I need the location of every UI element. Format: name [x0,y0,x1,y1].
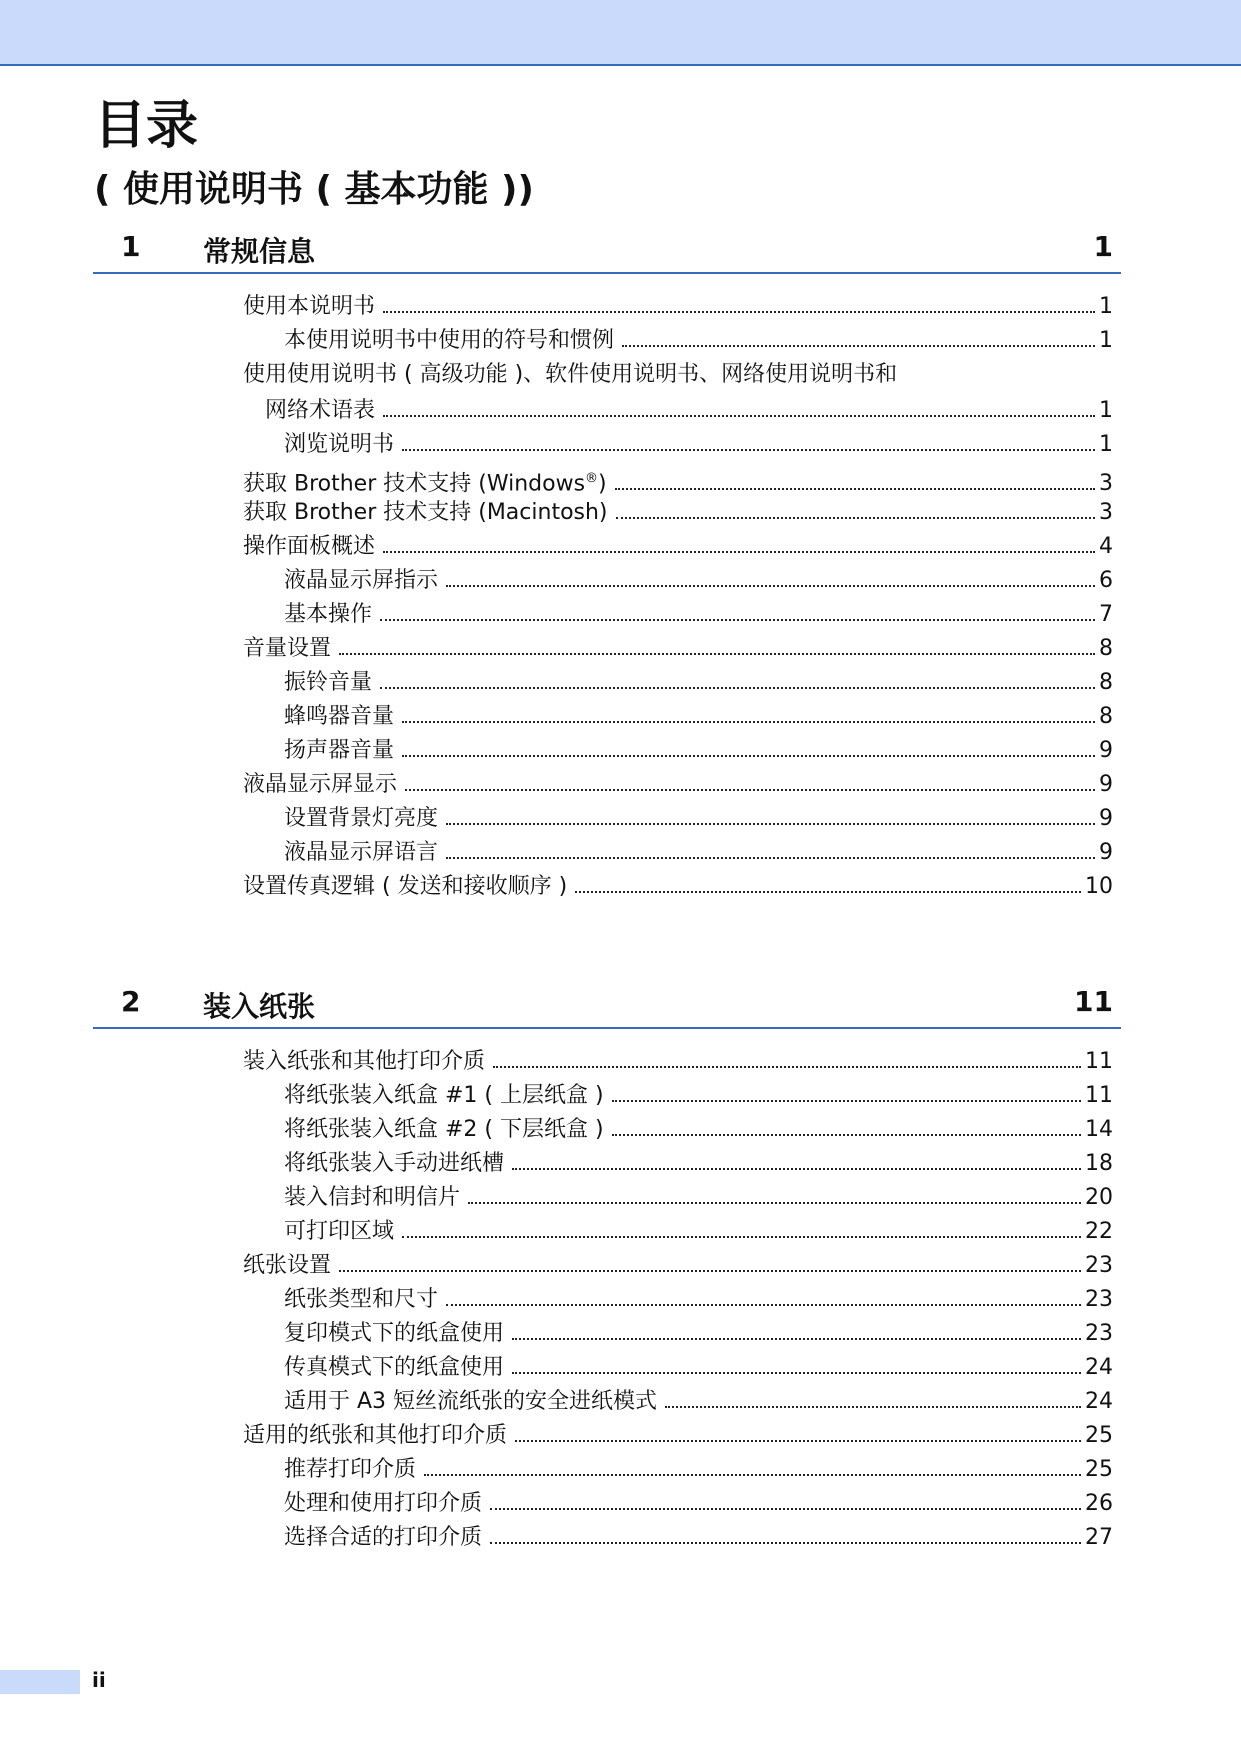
toc-entry[interactable]: 音量设置 8 [243,636,1113,661]
toc-entry[interactable]: 振铃音量 8 [284,670,1113,695]
toc-entry[interactable]: 将纸张装入纸盒 #2 ( 下层纸盒 ) 14 [284,1117,1113,1142]
toc-entry[interactable]: 适用于 A3 短丝流纸张的安全进纸模式 24 [284,1389,1113,1414]
toc-entry[interactable]: 基本操作 7 [284,602,1113,627]
toc-entry[interactable]: 纸张设置 23 [243,1253,1113,1278]
chapter-page: 1 [1093,230,1113,263]
chapter-1 [93,230,1121,904]
toc-entry[interactable]: 使用使用说明书 ( 高级功能 )、软件使用说明书、网络使用说明书和 [243,362,898,387]
chapter-title: 装入纸张 [203,990,316,1023]
title-block [94,96,534,210]
toc-entry[interactable]: 使用本说明书 1 [243,294,1113,319]
page-title: 目录 [94,96,199,156]
toc-entry[interactable]: 液晶显示屏指示 6 [284,568,1113,593]
toc-entry[interactable]: 推荐打印介质 25 [284,1457,1113,1482]
toc-entry[interactable]: 网络术语表 1 [265,398,1113,423]
toc-entry[interactable]: 扬声器音量 9 [284,738,1113,763]
toc-entry[interactable]: 浏览说明书 1 [284,432,1113,457]
toc-entry[interactable]: 获取 Brother 技术支持 (Macintosh) 3 [243,500,1113,525]
toc-entry[interactable]: 设置背景灯亮度 9 [284,806,1113,831]
chapter-page: 11 [1074,985,1113,1018]
chapter-heading[interactable] [93,985,1121,1029]
footer-band [0,1670,80,1694]
toc-entry[interactable]: 蜂鸣器音量 8 [284,704,1113,729]
page-subtitle: ( 使用说明书 ( 基本功能 )) [94,169,534,210]
page-number: ii [92,1668,106,1692]
toc-entry[interactable]: 适用的纸张和其他打印介质 25 [243,1423,1113,1448]
toc-entry[interactable]: 液晶显示屏语言 9 [284,840,1113,865]
registered-mark: ® [585,471,599,486]
toc-entry[interactable]: 操作面板概述 4 [243,534,1113,559]
toc-entry[interactable]: 获取 Brother 技术支持 (Windows®) 3 [243,471,1113,497]
toc-entry[interactable]: 设置传真逻辑 ( 发送和接收顺序 ) 10 [243,874,1113,899]
toc-list [93,1045,1121,1555]
toc-entry[interactable]: 纸张类型和尺寸 23 [284,1287,1113,1312]
toc-entry[interactable]: 液晶显示屏显示 9 [243,772,1113,797]
chapter-heading[interactable] [93,230,1121,274]
chapter-title: 常规信息 [203,235,316,268]
chapter-number: 1 [121,230,141,263]
toc-entry[interactable]: 将纸张装入纸盒 #1 ( 上层纸盒 ) 11 [284,1083,1113,1108]
toc-entry[interactable]: 装入纸张和其他打印介质 11 [243,1049,1113,1074]
toc-entry[interactable]: 将纸张装入手动进纸槽 18 [284,1151,1113,1176]
toc-entry[interactable]: 可打印区域 22 [284,1219,1113,1244]
toc-entry[interactable]: 选择合适的打印介质 27 [284,1525,1113,1550]
header-band [0,0,1241,66]
chapter-2 [93,985,1121,1555]
toc-entry[interactable]: 装入信封和明信片 20 [284,1185,1113,1210]
chapter-number: 2 [121,985,141,1018]
toc-list [93,290,1121,904]
toc-entry[interactable]: 复印模式下的纸盒使用 23 [284,1321,1113,1346]
toc-entry[interactable]: 处理和使用打印介质 26 [284,1491,1113,1516]
toc-entry[interactable]: 本使用说明书中使用的符号和惯例 1 [284,328,1113,353]
toc-entry[interactable]: 传真模式下的纸盒使用 24 [284,1355,1113,1380]
